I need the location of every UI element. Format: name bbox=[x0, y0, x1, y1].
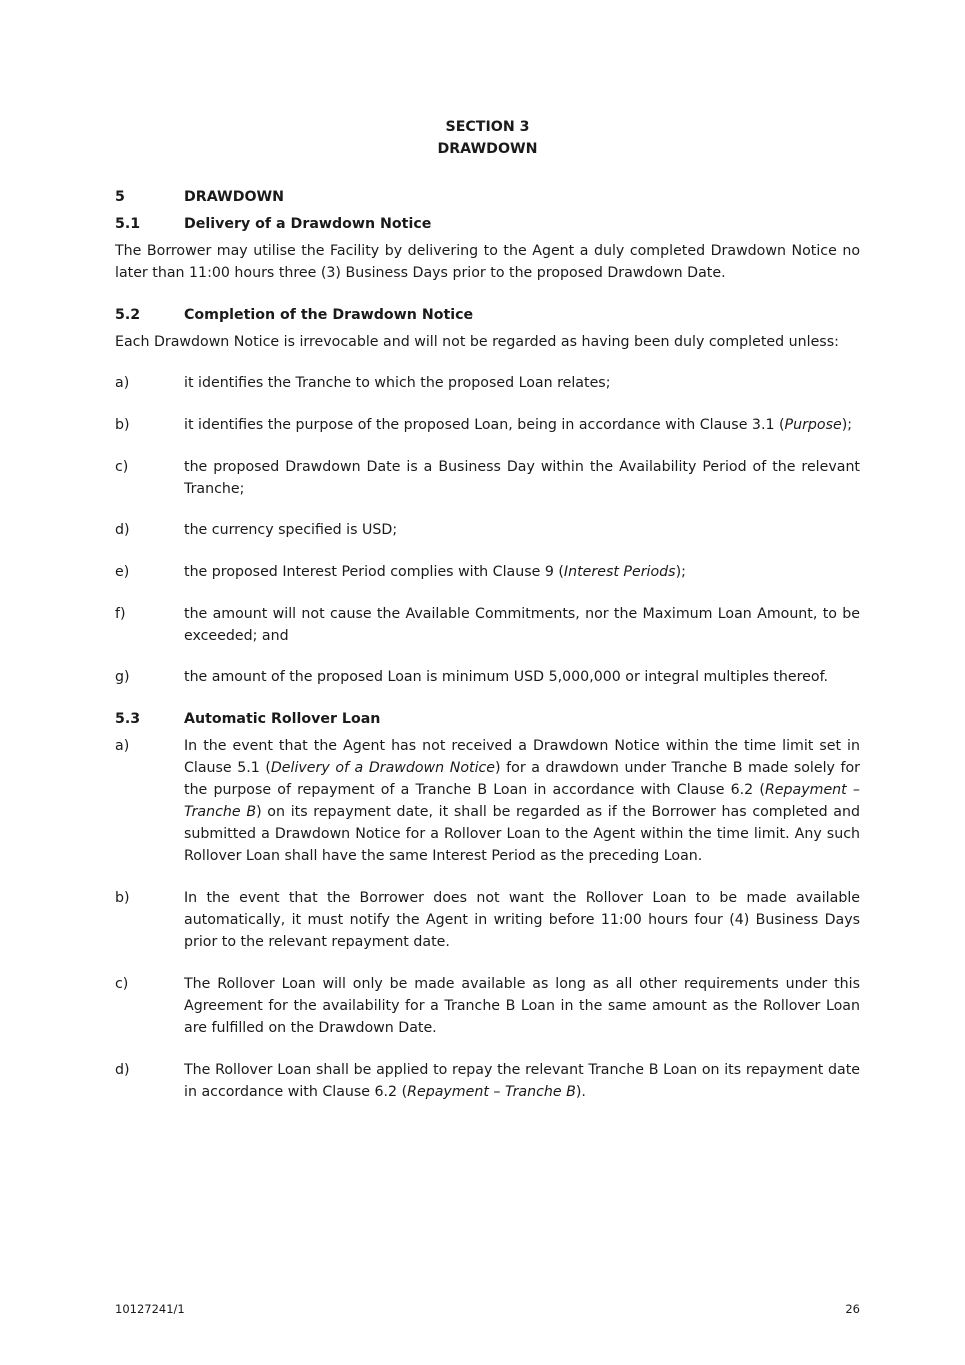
clause-title: Delivery of a Drawdown Notice bbox=[184, 216, 432, 232]
item-label: e) bbox=[115, 564, 130, 580]
item-text: The Rollover Loan will only be made available as long as all other requirements under this Agreement for the availability for a Tranche B Loan in the same amount as the Rollover Loan are fulfilled on the Drawdown Date. bbox=[184, 976, 860, 1036]
item-label: d) bbox=[115, 522, 130, 538]
item-label: d) bbox=[115, 1062, 130, 1078]
clause-5-1-text: The Borrower may utilise the Facility by delivering to the Agent a duly completed Drawdown Notice no later than 11:00 hours three (3) Business Days prior to the proposed Drawdown Date. bbox=[115, 243, 860, 281]
document-reference: 10127241/1 bbox=[115, 1302, 185, 1316]
item-label: b) bbox=[115, 890, 130, 906]
item-text: it identifies the Tranche to which the proposed Loan relates; bbox=[184, 375, 611, 391]
clause-title: DRAWDOWN bbox=[184, 189, 285, 205]
item-text: In the event that the Borrower does not want the Rollover Loan to be made available automatically, it must notify the Agent in writing before 11:00 hours four (4) Business Days prior to the relevant repayment date. bbox=[184, 890, 860, 950]
item-text: the proposed Drawdown Date is a Business Day within the Availability Period of the relevant Tranche; bbox=[184, 459, 860, 497]
item-label: f) bbox=[115, 606, 126, 622]
clause-title: Completion of the Drawdown Notice bbox=[184, 307, 474, 323]
item-text: it identifies the purpose of the proposed Loan, being in accordance with Clause 3.1 (Purpose); bbox=[184, 417, 853, 433]
item-text: The Rollover Loan shall be applied to repay the relevant Tranche B Loan on its repayment date in accordance with Clause 6.2 (Repayment – Tranche B). bbox=[184, 1062, 860, 1100]
item-text: the amount will not cause the Available Commitments, nor the Maximum Loan Amount, to be exceeded; and bbox=[184, 606, 860, 644]
item-text: the currency specified is USD; bbox=[184, 522, 398, 538]
section-heading bbox=[115, 116, 860, 160]
clause-number: 5.1 bbox=[115, 216, 141, 232]
item-text: the amount of the proposed Loan is minimum USD 5,000,000 or integral multiples thereof. bbox=[184, 669, 829, 685]
clause-number: 5.3 bbox=[115, 711, 141, 727]
item-text: In the event that the Agent has not received a Drawdown Notice within the time limit set in Clause 5.1 (Delivery of a Drawdown Notice) for a drawdown under Tranche B made solely for the purpose of repayment of a Tranche B Loan in accordance with Clause 6.2 (Repayment – Tranche B) on its repayment date, it shall be regarded as if the Borrower has completed and submitted a Drawdown Notice for a Rollover Loan to the Agent within the time limit. Any such Rollover Loan shall have the same Interest Period as the preceding Loan. bbox=[184, 738, 861, 864]
section-title: DRAWDOWN bbox=[437, 141, 538, 157]
item-label: a) bbox=[115, 375, 130, 391]
item-label: b) bbox=[115, 417, 130, 433]
item-label: c) bbox=[115, 459, 129, 475]
clause-5-2-intro: Each Drawdown Notice is irrevocable and will not be regarded as having been duly completed unless: bbox=[115, 334, 839, 350]
clause-number: 5 bbox=[115, 189, 125, 205]
item-label: g) bbox=[115, 669, 130, 685]
section-number: SECTION 3 bbox=[445, 119, 530, 135]
item-label: c) bbox=[115, 976, 129, 992]
page-number: 26 bbox=[845, 1302, 860, 1316]
item-text: the proposed Interest Period complies with Clause 9 (Interest Periods); bbox=[184, 564, 686, 580]
clause-title: Automatic Rollover Loan bbox=[184, 711, 381, 727]
item-label: a) bbox=[115, 738, 130, 754]
clause-number: 5.2 bbox=[115, 307, 141, 323]
